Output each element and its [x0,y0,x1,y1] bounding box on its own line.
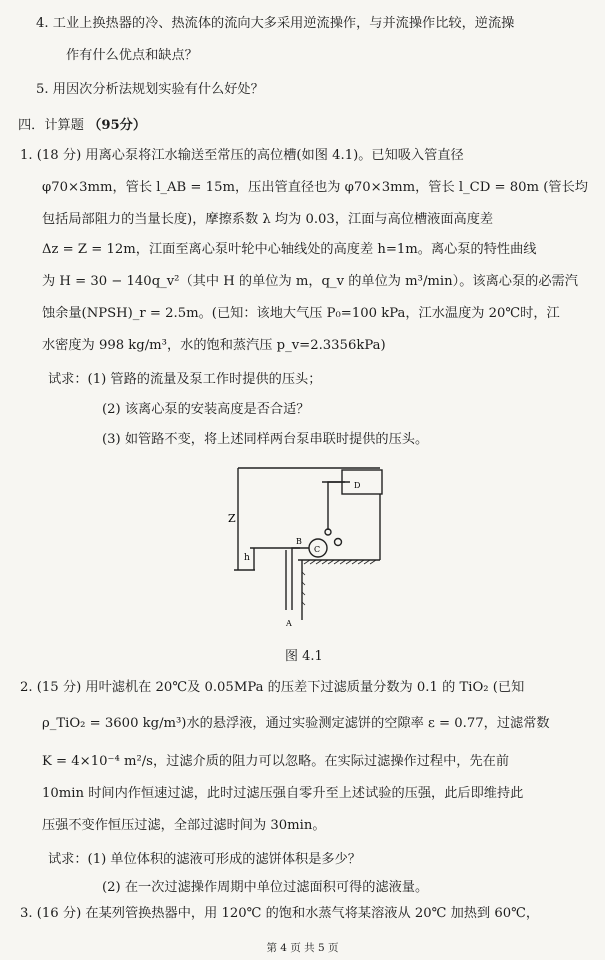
section-title: 四．计算题 （95分） [18,118,147,133]
problem2-line: 压强不变作恒压过滤，全部过滤时间为 30min。 [42,818,326,833]
question-4-line1: 4. 工业上换热器的冷、热流体的流向大多采用逆流操作，与并流操作比较，逆流操 [36,16,515,31]
problem1-line: 蚀余量(NPSH)_r = 2.5m。(已知：该地大气压 P₀=100 kPa，江水温度为 20℃时，江 [42,306,560,321]
problem1-ask: 试求：(1) 管路的流量及泵工作时提供的压头； [48,372,322,387]
problem2-line: 10min 时间内作恒速过滤，此时过滤压强自零升至上述试验的压强，此后即维持此 [42,786,524,801]
problem2-line: K = 4×10⁻⁴ m²/s，过滤介质的阻力可以忽略。在实际过滤操作过程中，先在前 [42,754,510,769]
label-a: A [286,619,292,628]
label-h: h [244,553,250,563]
figure-caption: 图 4.1 [285,649,323,664]
problem3-line: 3. (16 分) 在某列管换热器中，用 120℃ 的饱和水蒸气将某溶液从 20℃ 加热到 60℃， [20,906,540,921]
question-5: 5. 用因次分析法规划实验有什么好处？ [36,82,264,97]
problem1-ask: (3) 如管路不变，将上述同样两台泵串联时提供的压头。 [102,432,429,447]
problem1-line: Δz = Z = 12m，江面至离心泵叶轮中心轴线处的高度差 h=1m。离心泵的特性曲线 [42,242,537,257]
problem1-line: 为 H = 30 − 140q_v²（其中 H 的单位为 m，q_v 的单位为 m³/min）。该离心泵的必需汽 [42,274,578,289]
problem2-line: 2. (15 分) 用叶滤机在 20℃及 0.05MPa 的压差下过滤质量分数为 0.1 的 TiO₂ (已知 [20,680,525,695]
label-b: B [296,537,302,546]
question-4-line2: 作有什么优点和缺点？ [66,48,198,63]
page-footer: 第 4 页 共 5 页 [266,942,339,954]
problem2-ask: 试求：(1) 单位体积的滤液可形成的滤饼体积是多少？ [48,852,361,867]
problem1-line: 包括局部阻力的当量长度)，摩擦系数 λ 均为 0.03，江面与高位槽液面高度差 [42,212,494,227]
problem1-line: 1. (18 分) 用离心泵将江水输送至常压的高位槽(如图 4.1)。已知吸入管直径 [20,148,464,163]
label-c: C [314,545,321,554]
problem2-ask: (2) 在一次过滤操作周期中单位过滤面积可得的滤液量。 [102,880,429,895]
label-z: Z [228,512,236,525]
label-d: D [354,481,361,490]
problem1-line: φ70×3mm，管长 l_AB = 15m，压出管直径也为 φ70×3mm，管长 l_CD = 80m (管长均 [42,180,588,195]
problem1-ask: (2) 该离心泵的安装高度是否合适？ [102,402,310,417]
problem2-line: ρ_TiO₂ = 3600 kg/m³)水的悬浮液，通过实验测定滤饼的空隙率 ε = 0.77，过滤常数 [42,716,550,731]
problem1-line: 水密度为 998 kg/m³，水的饱和蒸汽压 p_v=2.3356kPa) [42,338,386,353]
pump-system-figure [210,460,400,632]
